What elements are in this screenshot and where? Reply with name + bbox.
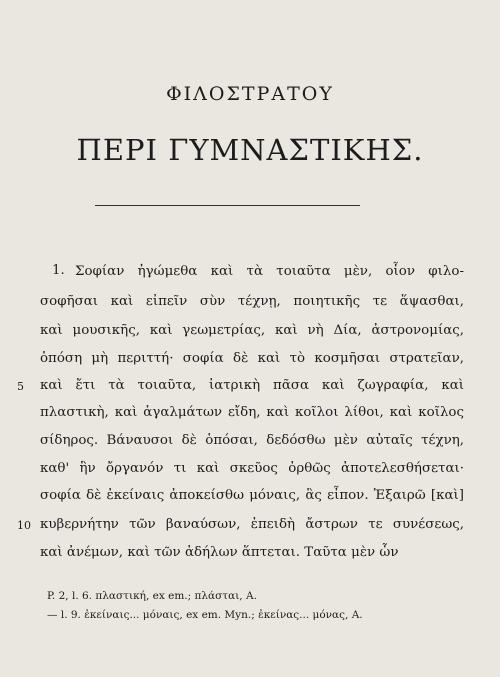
footnote-1: P. 2, l. 6. πλαστική, ex em.; πλάσται, A. <box>47 590 257 602</box>
title-divider <box>95 205 360 206</box>
text-line-5: καὶ ἔτι τὰ τοιαῦτα, ἰατρικὴ πᾶσα καὶ ζωγραφία, καὶ <box>40 378 464 393</box>
line-number-5: 5 <box>17 380 24 393</box>
text-line-1: Σοφίαν ἡγώμεθα καὶ τὰ τοιαῦτα μὲν, οἷον φιλο- <box>75 264 464 279</box>
text-line-2: σοφῆσαι καὶ εἰπεῖν σὺν τέχνῃ, ποιητικῆς τε ἅψασθαι, <box>40 294 464 309</box>
text-line-11: καὶ ἀνέμων, καὶ τῶν ἀδήλων ἅπτεται. Ταῦτα μὲν ὧν <box>40 545 399 560</box>
text-line-10: κυβερνήτην τῶν βαναύσων, ἐπειδὴ ἄστρων τε συνέσεως, <box>40 517 464 532</box>
work-title: ΠΕΡΙ ΓΥΜΝΑΣΤΙΚΗΣ. <box>76 133 424 167</box>
text-line-3: καὶ μουσικῆς, καὶ γεωμετρίας, καὶ νὴ Δία, ἀστρονομίας, <box>40 323 464 338</box>
line-number-10: 10 <box>17 519 31 532</box>
author-heading: ΦΙΛΟΣΤΡΑΤΟΥ <box>166 83 334 105</box>
footnote-2: — l. 9. ἐκείναις... μόναις, ex em. Myn.; ἐκείνας... μόνας, A. <box>47 609 363 621</box>
text-line-8: καθ' ἣν ὄργανόν τι καὶ σκεῦος ὀρθῶς ἀποτελεσθήσεται· <box>40 461 464 476</box>
text-line-6: πλαστικὴ, καὶ ἀγαλμάτων εἴδη, καὶ κοῖλοι λίθοι, καὶ κοῖλος <box>40 405 464 420</box>
text-line-7: σίδηρος. Βάναυσοι δὲ ὁπόσαι, δεδόσθω μὲν αὐταῖς τέχνη, <box>40 433 464 448</box>
chapter-number: 1. <box>52 263 65 278</box>
text-line-4: ὁπόση μὴ περιττή· σοφία δὲ καὶ τὸ κοσμῆσαι στρατεῖαν, <box>40 351 464 366</box>
text-line-9: σοφία δὲ ἐκείναις ἀποκείσθω μόναις, ἃς εἶπον. Ἐξαιρῶ [καὶ] <box>40 488 464 503</box>
